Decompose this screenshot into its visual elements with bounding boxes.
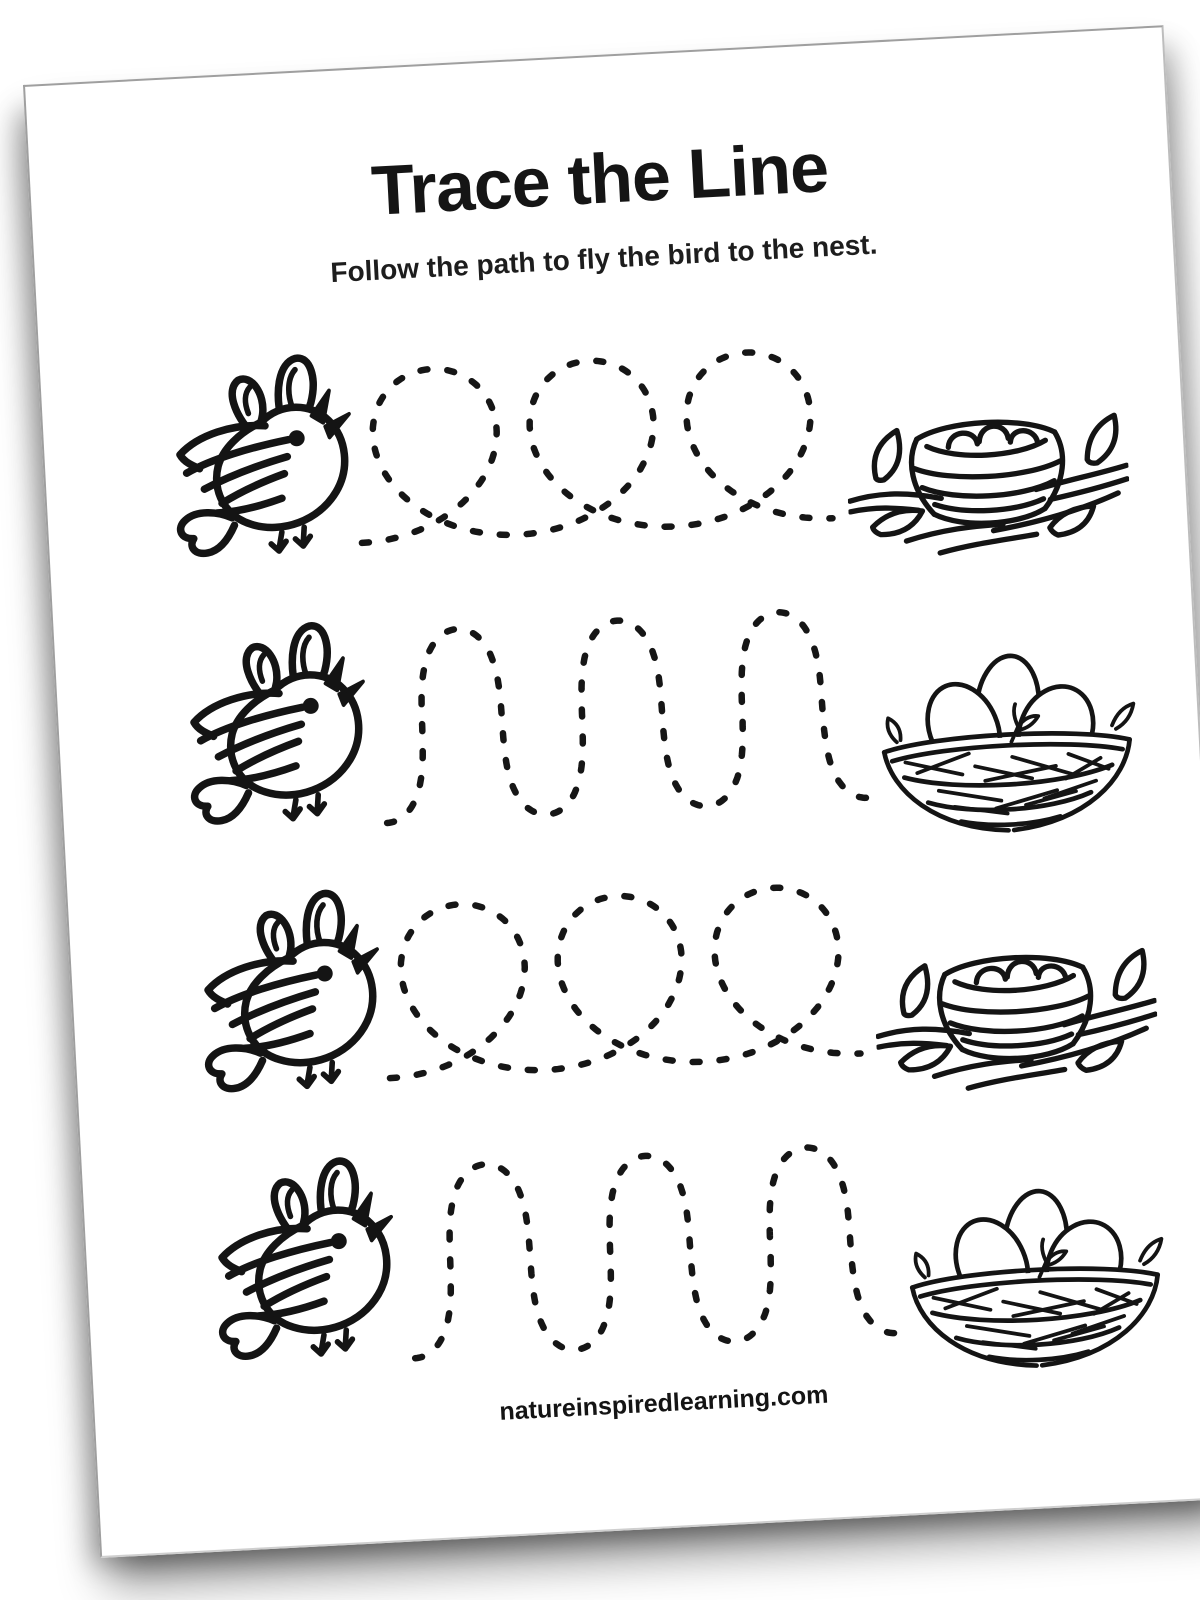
trace-path-wavy-line	[365, 587, 874, 843]
nest-image	[866, 637, 1148, 853]
trace-rows	[95, 287, 1176, 1411]
dashed-trace-line	[345, 320, 856, 576]
bird-icon	[135, 344, 362, 571]
trace-row	[95, 287, 1134, 608]
nest-with-eggs-icon	[894, 1172, 1176, 1388]
trace-path-wavy-line	[393, 1123, 902, 1379]
worksheet-instructions: Follow the path to fly the bird to the nest.	[329, 228, 879, 288]
bird-image	[163, 879, 390, 1106]
bird-image	[149, 611, 376, 838]
dashed-trace-line	[364, 587, 875, 843]
trace-row	[123, 823, 1162, 1144]
nest-image	[894, 1172, 1176, 1388]
worksheet-title: Trace the Line	[369, 128, 830, 230]
nest-image	[842, 369, 1134, 573]
bird-icon	[149, 611, 376, 838]
trace-path-loop-the-loop	[379, 855, 878, 1110]
bird-image	[177, 1147, 404, 1374]
bird-image	[135, 344, 362, 571]
nest-image	[870, 905, 1162, 1109]
trace-row	[109, 555, 1148, 876]
bird-icon	[163, 879, 390, 1106]
website-url: natureinspiredlearning.com	[498, 1380, 829, 1426]
nest-on-branch-icon	[870, 905, 1162, 1109]
dashed-trace-line	[373, 855, 884, 1111]
dashed-trace-line	[392, 1122, 903, 1378]
nest-on-branch-icon	[842, 369, 1134, 573]
trace-path-loop-the-loop	[351, 320, 850, 575]
trace-row	[137, 1090, 1176, 1411]
bird-icon	[177, 1147, 404, 1374]
worksheet-page	[23, 25, 1200, 1558]
nest-with-eggs-icon	[866, 637, 1148, 853]
